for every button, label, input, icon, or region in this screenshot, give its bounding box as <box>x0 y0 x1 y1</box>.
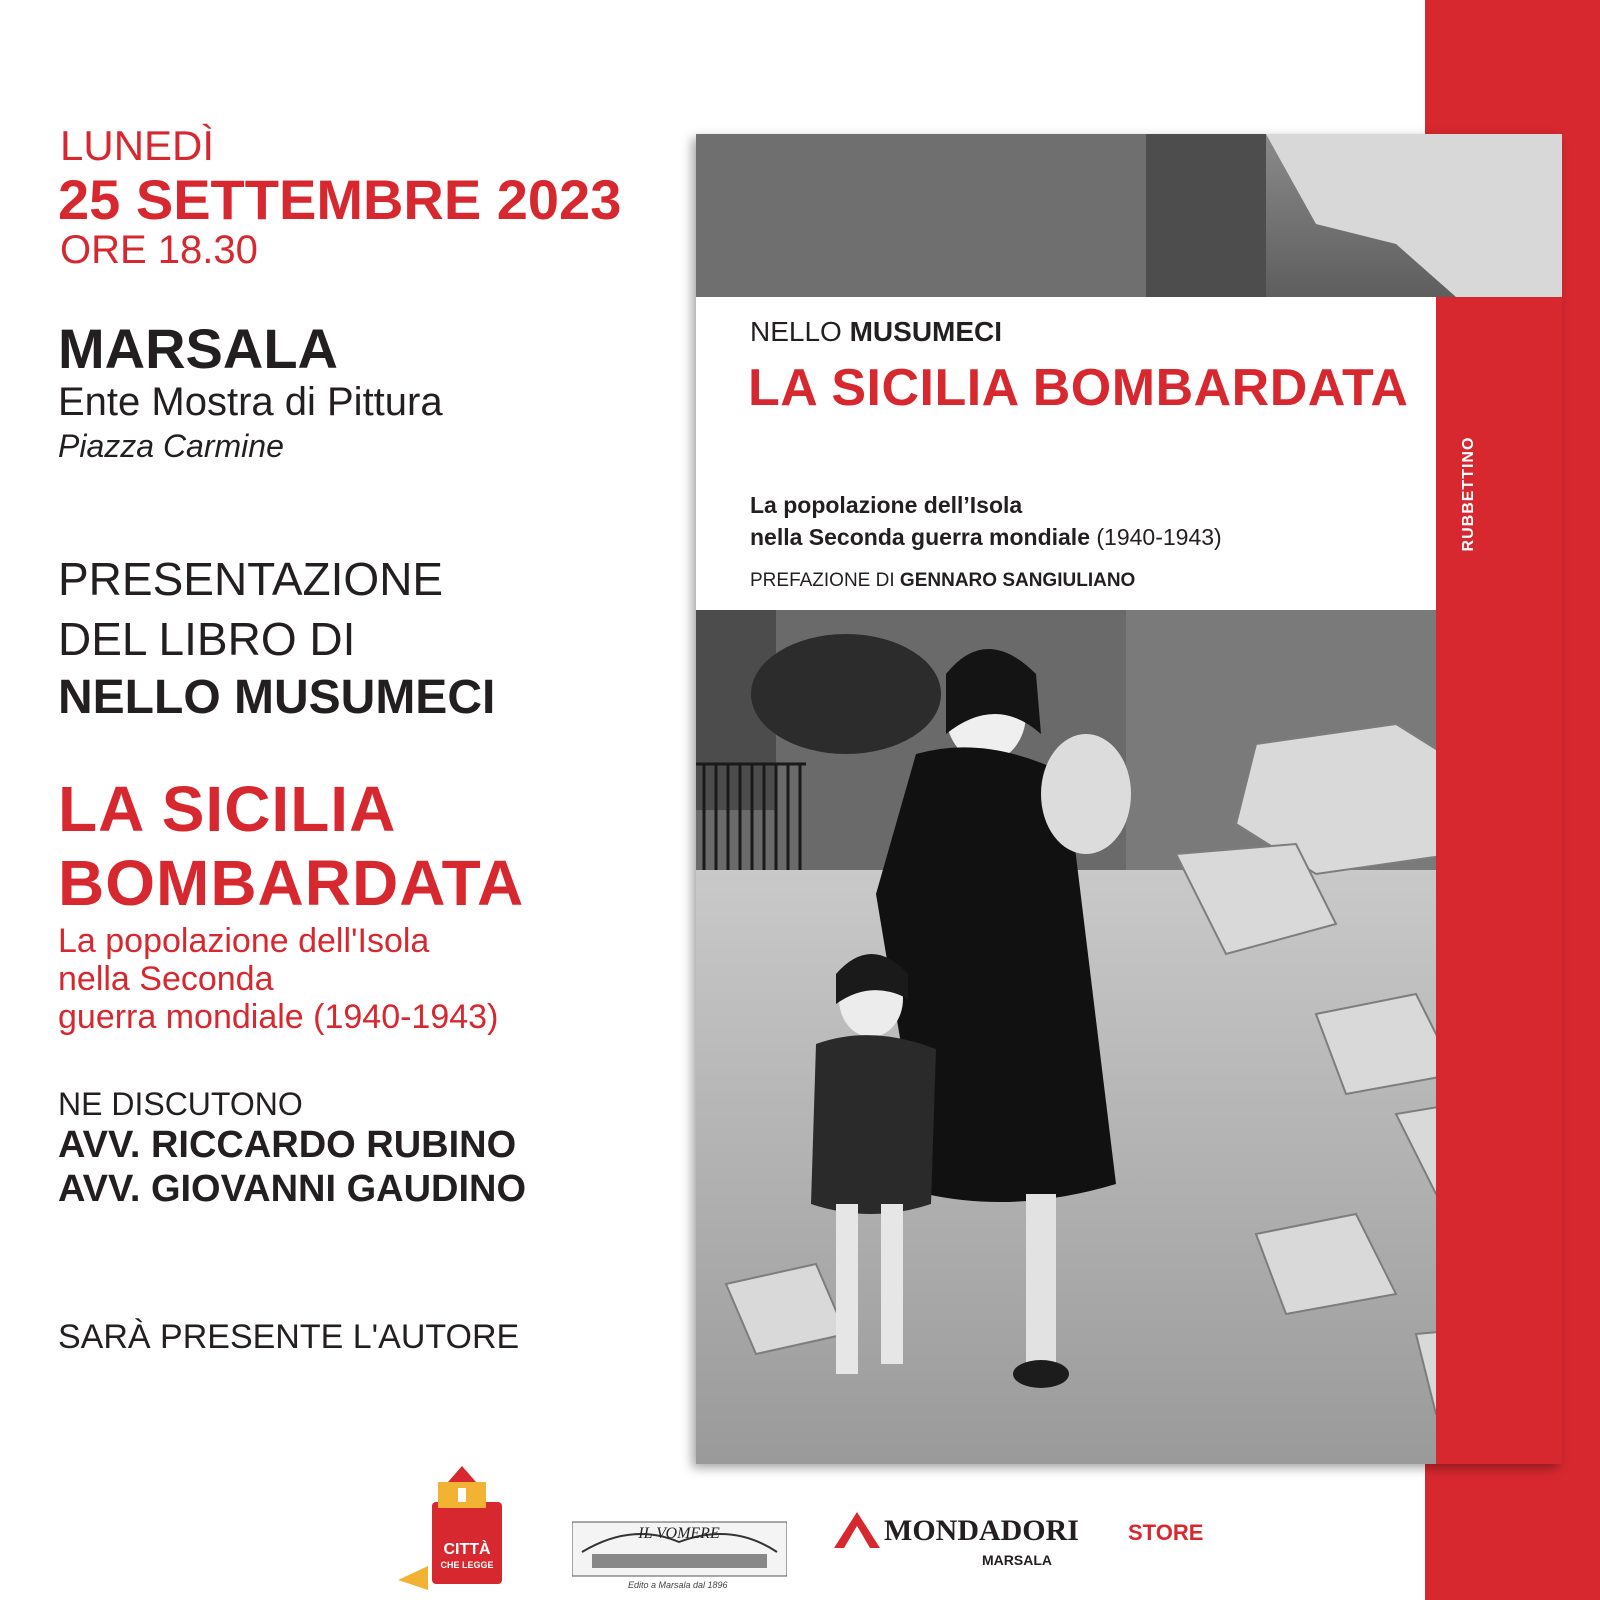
cover-preface-author: GENNARO SANGIULIANO <box>899 570 1136 591</box>
cover-author-last: MUSUMECI <box>849 316 1003 347</box>
cover-preface-label: PREFAZIONE DI <box>750 570 895 591</box>
vomere-subtitle: Edito a Marsala dal 1896 <box>628 1580 728 1590</box>
presentation-line-2: DEL LIBRO DI <box>58 613 356 665</box>
book-subtitle-line-1: La popolazione dell'Isola <box>58 922 430 960</box>
publisher-name: RUBBETTINO <box>1460 436 1477 552</box>
mondadori-name: MONDADORI <box>884 1514 1079 1547</box>
citta-che-legge-logo <box>398 1462 510 1590</box>
book-cover <box>696 134 1562 1464</box>
event-square: Piazza Carmine <box>58 428 284 464</box>
citta-logo-line-2: CHE LEGGE <box>440 1560 494 1570</box>
vomere-logo-name: IL VOMERE <box>638 1525 720 1542</box>
discussants-label: NE DISCUTONO <box>58 1086 303 1122</box>
cover-author-first: NELLO <box>750 316 842 347</box>
event-city: MARSALA <box>58 317 338 380</box>
book-title-line-2: BOMBARDATA <box>58 847 525 919</box>
mondadori-city: MARSALA <box>982 1552 1052 1568</box>
citta-logo-line-1: CITTÀ <box>443 1541 491 1558</box>
event-time: ORE 18.30 <box>60 228 258 272</box>
event-day: LUNEDÌ <box>60 122 215 169</box>
presentation-line-1: PRESENTAZIONE <box>58 553 444 605</box>
mondadori-icon <box>832 1510 882 1550</box>
book-author: NELLO MUSUMECI <box>58 671 496 724</box>
event-venue: Ente Mostra di Pittura <box>58 380 443 424</box>
cover-subtitle-text: nella Seconda guerra mondiale <box>750 524 1090 550</box>
mondadori-store: STORE <box>1128 1520 1204 1545</box>
cover-subtitle-line-1: La popolazione dell’Isola <box>750 492 1023 518</box>
speaker-1: AVV. RICCARDO RUBINO <box>58 1124 517 1166</box>
event-date: 25 SETTEMBRE 2023 <box>58 168 622 231</box>
speaker-2: AVV. GIOVANNI GAUDINO <box>58 1168 527 1210</box>
book-subtitle-line-3: guerra mondiale (1940-1943) <box>58 998 499 1036</box>
cover-title: LA SICILIA BOMBARDATA <box>748 359 1409 417</box>
book-title-line-1: LA SICILIA <box>58 773 397 845</box>
cover-author <box>750 316 1002 348</box>
cover-spine <box>1436 297 1562 1464</box>
author-present-note: SARÀ PRESENTE L'AUTORE <box>58 1318 520 1356</box>
cover-preface <box>750 570 1135 592</box>
book-subtitle-line-2: nella Seconda <box>58 960 274 998</box>
cover-subtitle-line-2 <box>750 524 1222 551</box>
cover-subtitle-years: (1940-1943) <box>1096 524 1222 550</box>
